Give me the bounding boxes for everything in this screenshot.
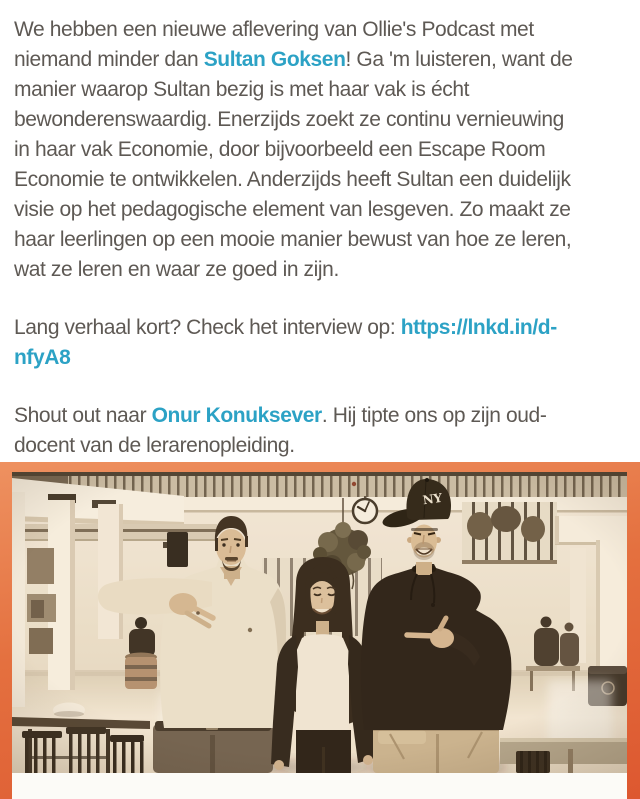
text-line [14, 255, 628, 285]
text-segment: . Hij tipte ons op zijn oud- [321, 404, 547, 427]
text-line [14, 75, 628, 105]
text-segment: We hebben een nieuwe aflevering van Ollie's Podcast met [14, 18, 534, 41]
text-segment: wat ze leren en waar ze goed in zijn. [14, 258, 339, 281]
text-line [14, 401, 628, 431]
text-line [14, 225, 628, 255]
post-photo-frame[interactable] [0, 462, 640, 799]
text-line [14, 313, 628, 343]
post-photo[interactable] [12, 472, 627, 773]
text-segment: Shout out naar [14, 404, 152, 427]
text-segment: haar leerlingen op een mooie manier bewust van hoe ze leren, [14, 228, 572, 251]
text-segment: docent van de lerarenopleiding. [14, 434, 295, 457]
text-line [14, 45, 628, 75]
text-segment: Lang verhaal kort? Check het interview op: [14, 316, 401, 339]
text-line [14, 15, 628, 45]
inline-link[interactable]: nfyA8 [14, 346, 71, 369]
paragraph [14, 313, 628, 373]
text-segment: Economie te ontwikkelen. Anderzijds heeft Sultan een duidelijk [14, 168, 571, 191]
text-segment: in haar vak Economie, door bijvoorbeeld een Escape Room [14, 138, 546, 161]
post-photo-card [12, 472, 627, 799]
text-line [14, 343, 628, 373]
paragraph [14, 15, 628, 285]
text-segment: manier waarop Sultan bezig is met haar vak is écht [14, 78, 470, 101]
text-segment: bewonderenswaardig. Enerzijds zoekt ze continu vernieuwing [14, 108, 564, 131]
vignette [12, 472, 627, 773]
text-segment: niemand minder dan [14, 48, 204, 71]
inline-link[interactable]: https://lnkd.in/d- [400, 316, 557, 339]
text-line [14, 105, 628, 135]
text-segment: visie op het pedagogische element van lesgeven. Zo maakt ze [14, 198, 571, 221]
text-line [14, 135, 628, 165]
text-line [14, 165, 628, 195]
text-line [14, 195, 628, 225]
text-line [14, 431, 628, 461]
inline-link[interactable]: Onur Konuksever [151, 404, 322, 427]
inline-link[interactable]: Sultan Goksen [203, 48, 346, 71]
text-segment: ! Ga 'm luisteren, want de [345, 48, 573, 71]
paragraph [14, 401, 628, 461]
